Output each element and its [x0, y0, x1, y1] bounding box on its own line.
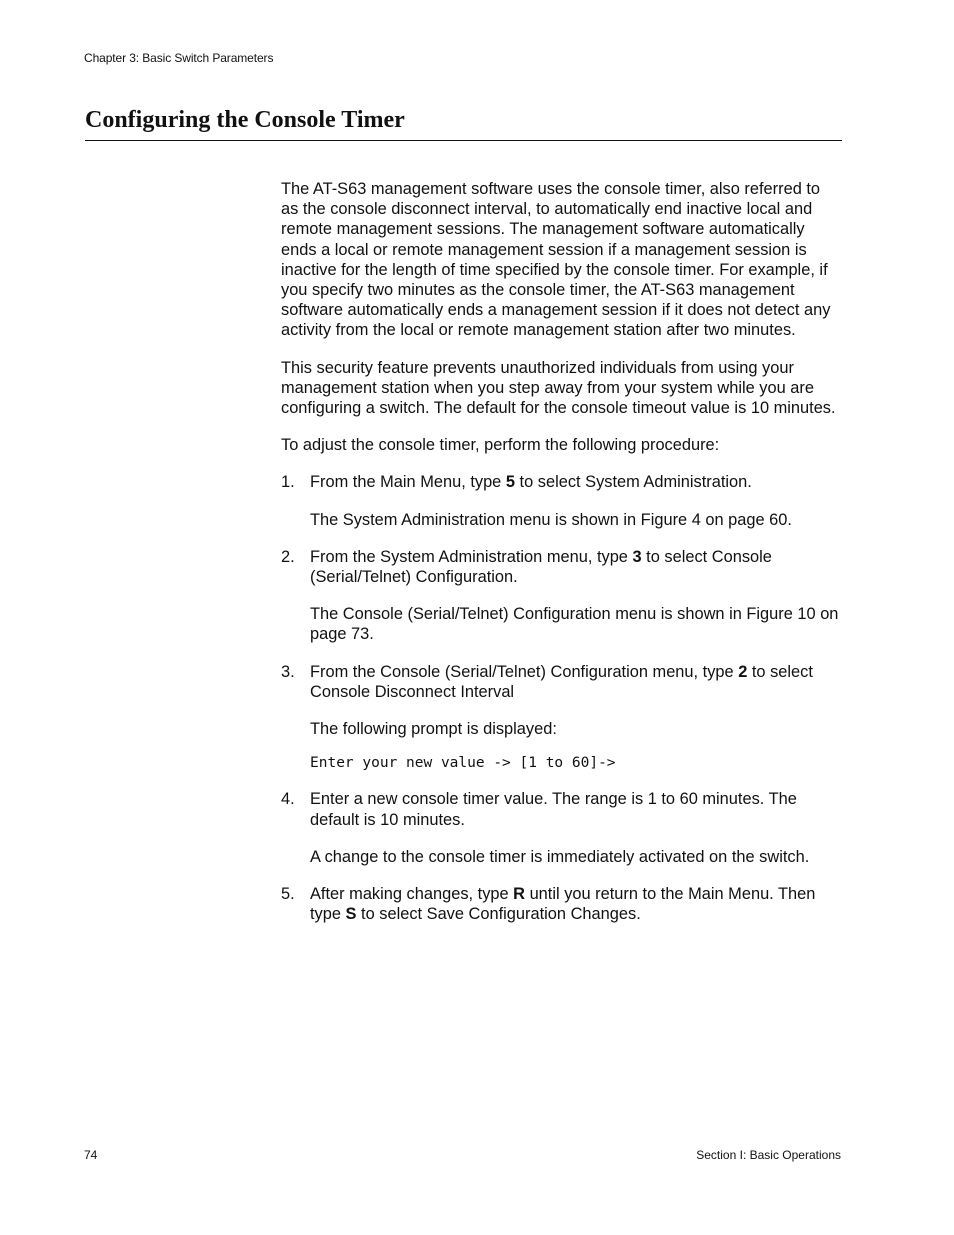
menu-key: 3	[632, 547, 642, 566]
running-footer: Section I: Basic Operations	[696, 1148, 841, 1162]
step-note: The following prompt is displayed:	[310, 720, 557, 739]
step-2	[281, 547, 841, 645]
security-paragraph: This security feature prevents unauthorized individuals from using your management station when you step away from your system while you are configuring a switch. The default for the console timeout value is 10 minutes.	[281, 358, 836, 418]
title-divider	[85, 140, 842, 141]
running-header: Chapter 3: Basic Switch Parameters	[84, 51, 274, 65]
menu-key: R	[513, 885, 526, 904]
body-text	[281, 179, 841, 941]
step-note: The System Administration menu is shown in Figure 4 on page 60.	[310, 510, 792, 529]
console-prompt: Enter your new value -> [1 to 60]->	[310, 755, 616, 772]
procedure-steps	[281, 472, 841, 924]
page-number: 74	[84, 1148, 98, 1162]
step-note: A change to the console timer is immediately activated on the switch.	[310, 847, 810, 866]
step-3	[281, 662, 841, 774]
menu-key: 2	[738, 662, 748, 681]
intro-paragraph: The AT-S63 management software uses the console timer, also referred to as the console disconnect interval, to automatically end inactive local and remote management sessions. The management software automatically ends a local or remote management session if a management session is inactive for the length of time specified by the console timer. For example, if you specify two minutes as the console timer, the AT-S63 management software automatically ends a management session if it does not detect any activity from the local or remote management station after two minutes.	[281, 180, 831, 340]
step-number: 1.	[281, 473, 295, 492]
step-instruction: From the Main Menu, type 5 to select System Administration.	[310, 473, 752, 492]
step-1	[281, 472, 841, 529]
page-title: Configuring the Console Timer	[85, 107, 405, 133]
procedure-intro: To adjust the console timer, perform the following procedure:	[281, 436, 720, 455]
step-number: 4.	[281, 790, 295, 809]
step-note: The Console (Serial/Telnet) Configuration menu is shown in Figure 10 on page 73.	[310, 605, 839, 644]
step-4	[281, 789, 841, 867]
step-number: 5.	[281, 885, 295, 904]
step-instruction: From the System Administration menu, type 3 to select Console (Serial/Telnet) Configuration.	[310, 547, 772, 587]
step-instruction: After making changes, type R until you return to the Main Menu. Then type S to select Save Configuration Changes.	[310, 885, 816, 924]
menu-key: 5	[505, 473, 515, 492]
step-5	[281, 884, 841, 924]
step-number: 2.	[281, 547, 295, 566]
step-instruction: From the Console (Serial/Telnet) Configuration menu, type 2 to select Console Disconnect Interval	[310, 662, 813, 701]
step-instruction: Enter a new console timer value. The range is 1 to 60 minutes. The default is 10 minutes.	[310, 790, 797, 829]
step-number: 3.	[281, 662, 295, 681]
menu-key: S	[345, 905, 357, 924]
